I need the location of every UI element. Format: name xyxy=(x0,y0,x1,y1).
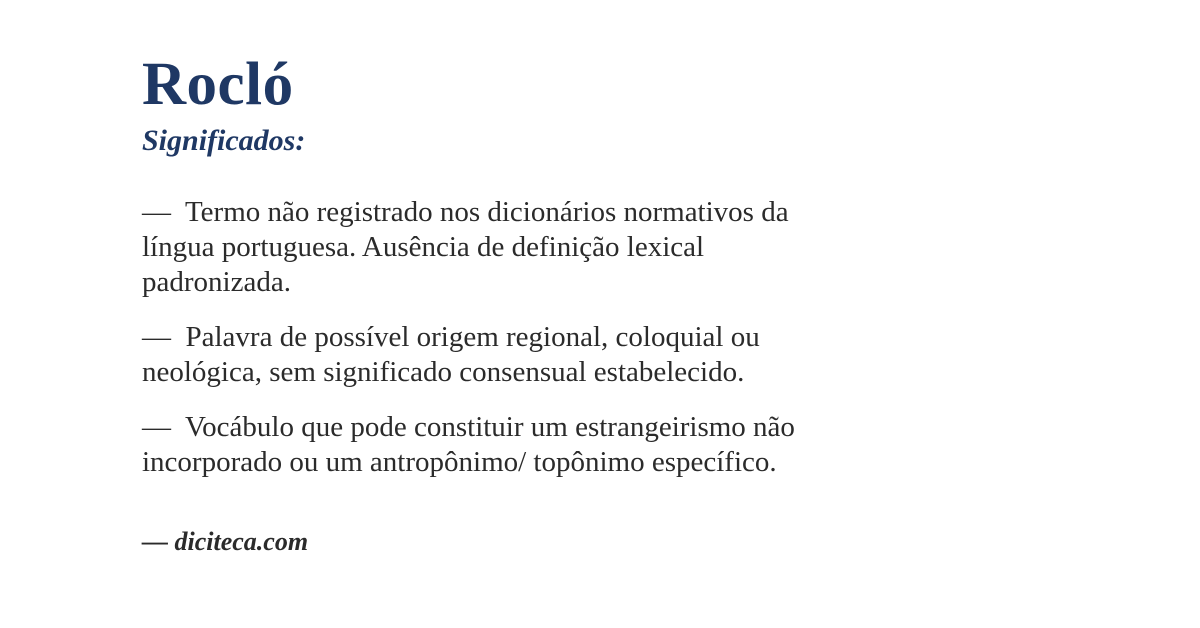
definition-item-2 xyxy=(142,320,1080,390)
definition-line: — Palavra de possível origem regional, coloquial ou xyxy=(142,321,760,353)
definition-line: — Termo não registrado nos dicionários normativos da xyxy=(142,196,789,228)
definition-line: incorporado ou um antropônimo/ topônimo específico. xyxy=(142,446,777,478)
definition-line: neológica, sem significado consensual estabelecido. xyxy=(142,356,745,388)
definition-item-1 xyxy=(142,195,1080,300)
definition-item-3 xyxy=(142,410,1080,480)
definitions-list xyxy=(142,195,1080,480)
definition-line: padronizada. xyxy=(142,266,291,298)
attribution: — diciteca.com xyxy=(142,527,309,556)
meanings-label: Significados: xyxy=(142,124,306,157)
word-title: Rocló xyxy=(142,51,294,118)
definition-line: — Vocábulo que pode constituir um estrangeirismo não xyxy=(142,411,795,443)
definition-line: língua portuguesa. Ausência de definição lexical xyxy=(142,231,705,263)
